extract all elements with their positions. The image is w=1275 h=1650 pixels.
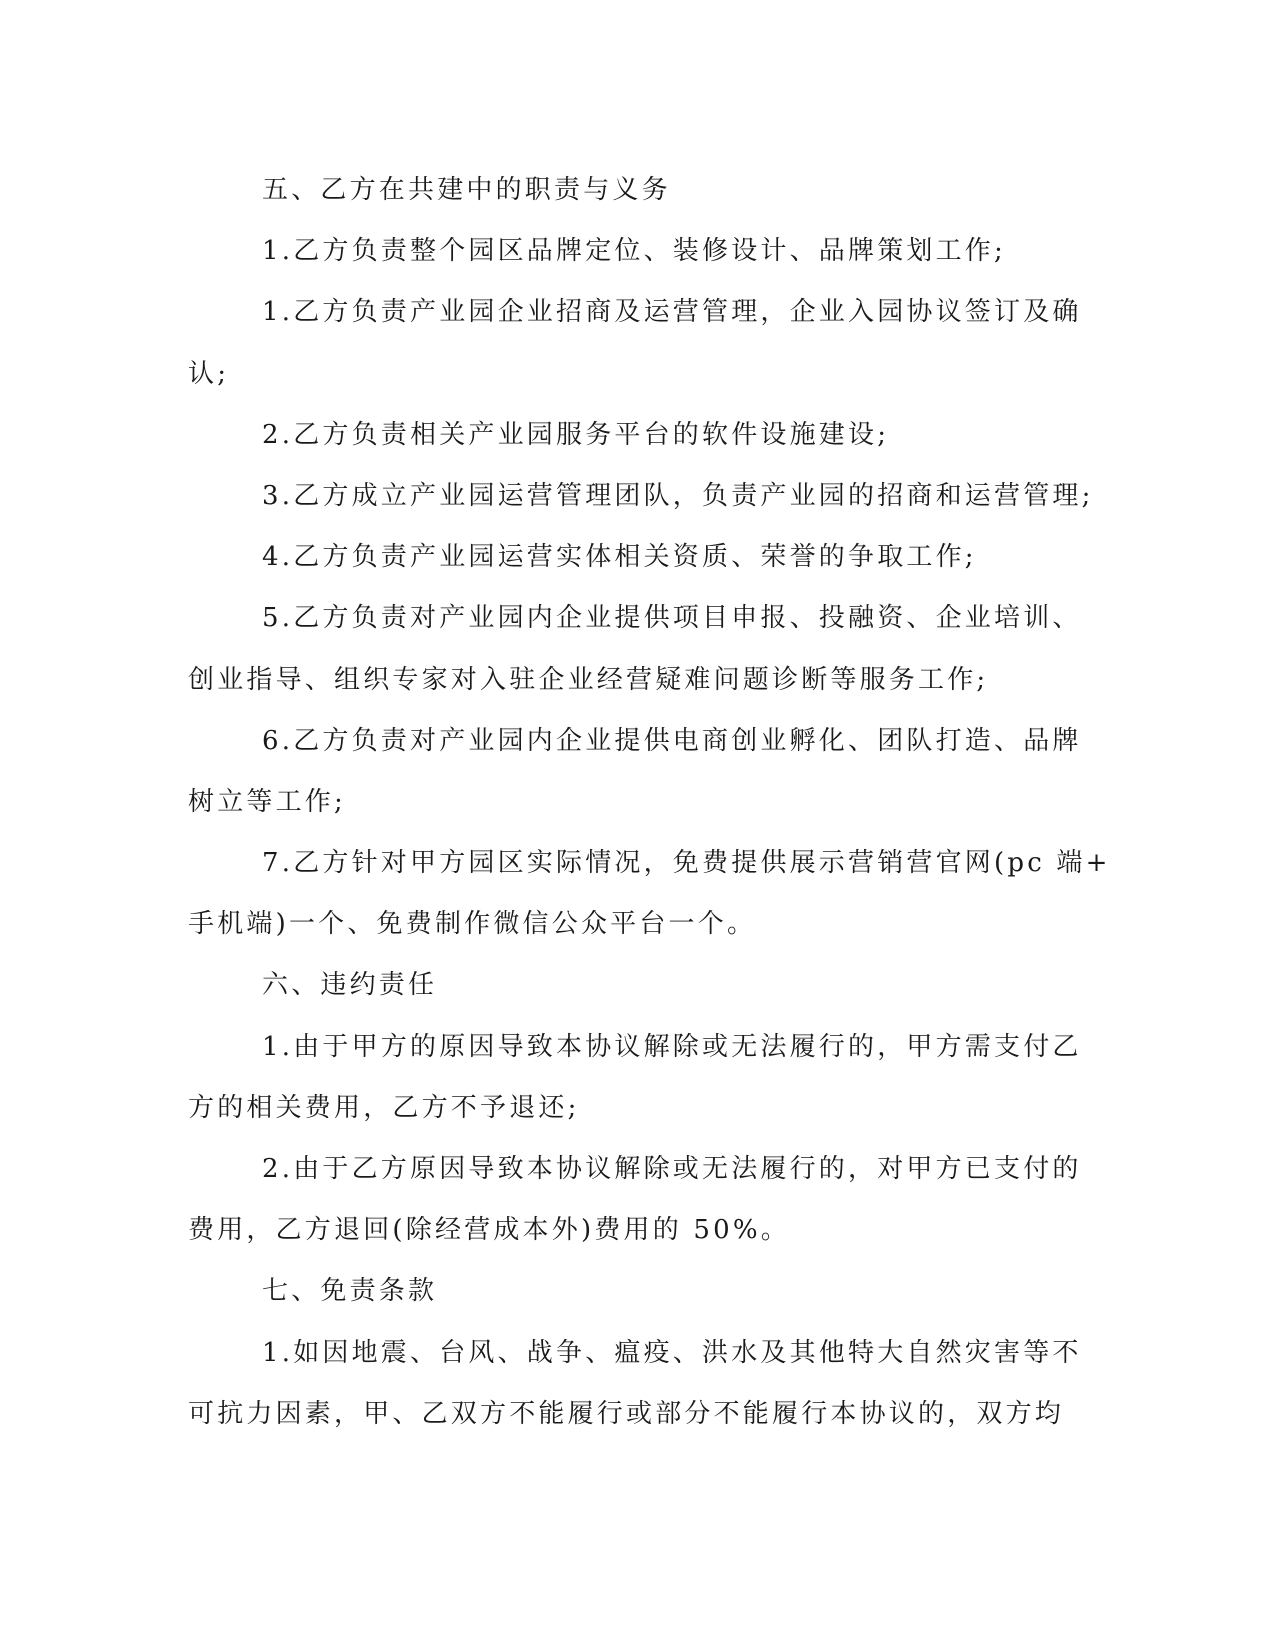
paragraph-line: 2.乙方负责相关产业园服务平台的软件设施建设;	[262, 419, 890, 450]
paragraph-line: 6.乙方负责对产业园内企业提供电商创业孵化、团队打造、品牌	[262, 725, 1082, 756]
paragraph-line: 手机端)一个、免费制作微信公众平台一个。	[188, 909, 757, 940]
paragraph-line: 费用，乙方退回(除经营成本外)费用的 50%。	[188, 1215, 790, 1246]
paragraph-line: 4.乙方负责产业园运营实体相关资质、荣誉的争取工作;	[262, 542, 977, 573]
paragraph-line: 5.乙方负责对产业园内企业提供项目申报、投融资、企业培训、	[262, 603, 1082, 634]
paragraph-line: 1.乙方负责产业园企业招商及运营管理，企业入园协议签订及确	[262, 297, 1082, 328]
paragraph-line: 2.由于乙方原因导致本协议解除或无法履行的，对甲方已支付的	[262, 1154, 1082, 1184]
paragraph-line: 1.如因地震、台风、战争、瘟疫、洪水及其他特大自然灾害等不	[262, 1337, 1082, 1368]
paragraph-line: 1.乙方负责整个园区品牌定位、装修设计、品牌策划工作;	[262, 236, 1006, 267]
paragraph-line: 可抗力因素，甲、乙双方不能履行或部分不能履行本协议的，双方均	[188, 1398, 1065, 1429]
paragraph-line: 3.乙方成立产业园运营管理团队，负责产业园的招商和运营管理;	[262, 480, 1094, 511]
paragraph-line: 方的相关费用，乙方不予退还;	[188, 1092, 580, 1123]
paragraph-line: 创业指导、组织专家对入驻企业经营疑难问题诊断等服务工作;	[188, 664, 989, 695]
paragraph-line: 1.由于甲方的原因导致本协议解除或无法履行的，甲方需支付乙	[262, 1031, 1082, 1062]
section-heading-6: 六、违约责任	[262, 970, 438, 1001]
document-body	[188, 160, 1111, 1445]
paragraph-line: 树立等工作;	[188, 786, 346, 817]
section-heading-5: 五、乙方在共建中的职责与义务	[262, 175, 671, 205]
section-heading-7: 七、免责条款	[262, 1276, 438, 1307]
paragraph-line: 7.乙方针对甲方园区实际情况，免费提供展示营销营官网(pc 端+	[262, 848, 1111, 879]
paragraph-line: 认;	[188, 358, 230, 389]
